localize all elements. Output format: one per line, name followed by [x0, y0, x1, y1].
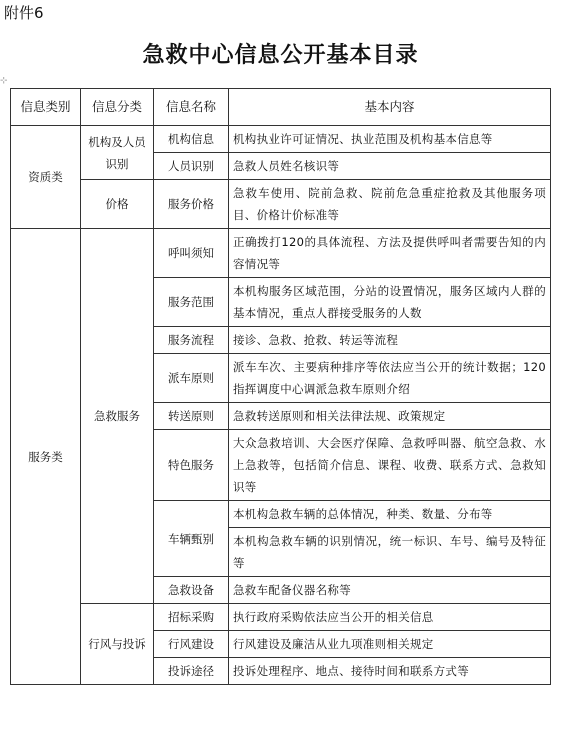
subcategory-cell: 行风与投诉 — [81, 604, 154, 685]
info-name-cell: 人员识别 — [154, 153, 229, 180]
info-name-cell: 服务价格 — [154, 180, 229, 229]
info-name-cell: 投诉途径 — [154, 658, 229, 685]
table-row — [11, 180, 551, 229]
info-name-cell: 服务流程 — [154, 327, 229, 354]
table-anchor-icon: ⊹ — [0, 76, 8, 86]
content-cell: 执行政府采购依法应当公开的相关信息 — [229, 604, 551, 631]
table-row — [11, 604, 551, 631]
table-header-row — [11, 89, 551, 126]
header-info-category: 信息类别 — [11, 89, 81, 126]
content-cell: 本机构服务区域范围，分站的设置情况，服务区域内人群的基本情况，重点人群接受服务的人数 — [229, 278, 551, 327]
content-cell: 急救转送原则和相关法律法规、政策规定 — [229, 403, 551, 430]
info-name-cell: 派车原则 — [154, 354, 229, 403]
subcategory-cell: 机构及人员识别 — [81, 126, 154, 180]
content-cell: 行风建设及廉洁从业九项准则相关规定 — [229, 631, 551, 658]
info-name-cell: 特色服务 — [154, 430, 229, 501]
content-cell: 本机构急救车辆的总体情况，种类、数量、分布等 — [229, 501, 551, 528]
subcategory-cell: 价格 — [81, 180, 154, 229]
content-cell: 接诊、急救、抢救、转运等流程 — [229, 327, 551, 354]
content-cell: 急救车配备仪器名称等 — [229, 577, 551, 604]
info-name-cell: 呼叫须知 — [154, 229, 229, 278]
content-cell: 派车车次、主要病种排序等依法应当公开的统计数据；120指挥调度中心调派急救车原则介绍 — [229, 354, 551, 403]
info-name-cell: 服务范围 — [154, 278, 229, 327]
table-row — [11, 229, 551, 278]
content-cell: 大众急救培训、大会医疗保障、急救呼叫器、航空急救、水上急救等，包括简介信息、课程、收费、联系方式、急救知识等 — [229, 430, 551, 501]
page-title: 急救中心信息公开基本目录 — [142, 43, 419, 68]
content-cell: 急救车使用、院前急救、院前危急重症抢救及其他服务项目、价格计价标准等 — [229, 180, 551, 229]
info-name-cell: 机构信息 — [154, 126, 229, 153]
content-cell: 正确拨打120的具体流程、方法及提供呼叫者需要告知的内容情况等 — [229, 229, 551, 278]
category-cell: 资质类 — [11, 126, 81, 229]
subcategory-cell: 急救服务 — [81, 229, 154, 604]
directory-table — [10, 88, 551, 685]
header-basic-content: 基本内容 — [229, 89, 551, 126]
content-cell: 机构执业许可证情况、执业范围及机构基本信息等 — [229, 126, 551, 153]
info-name-cell: 车辆甄别 — [154, 501, 229, 577]
info-name-cell: 转送原则 — [154, 403, 229, 430]
header-info-subcategory: 信息分类 — [81, 89, 154, 126]
content-cell: 本机构急救车辆的识别情况，统一标识、车号、编号及特征等 — [229, 528, 551, 577]
table-row — [11, 126, 551, 153]
content-cell: 急救人员姓名核识等 — [229, 153, 551, 180]
content-cell: 投诉处理程序、地点、接待时间和联系方式等 — [229, 658, 551, 685]
category-cell: 服务类 — [11, 229, 81, 685]
header-info-name: 信息名称 — [154, 89, 229, 126]
annex-label: 附件6 — [4, 4, 44, 22]
info-name-cell: 急救设备 — [154, 577, 229, 604]
info-name-cell: 招标采购 — [154, 604, 229, 631]
info-name-cell: 行风建设 — [154, 631, 229, 658]
